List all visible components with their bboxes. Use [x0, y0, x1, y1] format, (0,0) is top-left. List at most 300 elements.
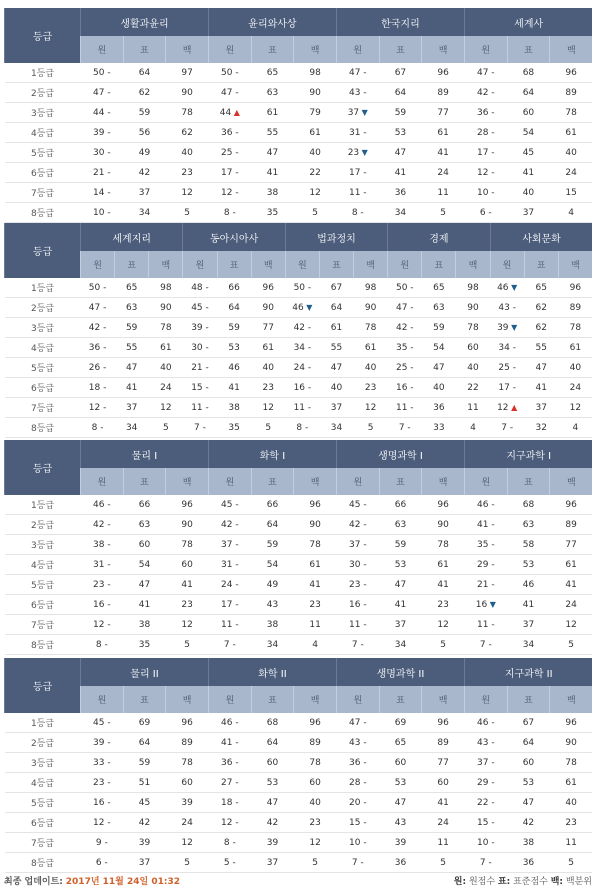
score-value: 5	[367, 422, 374, 433]
score-value: 7 -	[223, 639, 236, 650]
score-cell	[251, 278, 285, 298]
score-value: 47 -	[93, 87, 111, 98]
score-value: 50 -	[395, 282, 414, 293]
score-value: 37	[330, 402, 343, 413]
score-cell	[336, 515, 379, 535]
score-cell	[456, 358, 490, 378]
score-cell	[285, 318, 319, 338]
score-cell	[166, 555, 209, 575]
score-value: 7 -	[351, 857, 364, 868]
score-cell	[208, 103, 251, 123]
score-value: 61	[309, 559, 321, 570]
score-cell	[422, 318, 456, 338]
score-value: 47	[535, 362, 547, 373]
score-value: 78	[309, 539, 321, 550]
score-cell	[166, 853, 209, 873]
score-value: 55	[266, 127, 279, 138]
score-value: 96	[309, 717, 321, 728]
score-cell	[208, 515, 251, 535]
score-cell	[294, 143, 337, 163]
score-cell	[379, 615, 422, 635]
score-cell	[354, 278, 388, 298]
score-value: 12	[160, 402, 172, 413]
score-value: 15 -	[349, 817, 367, 828]
score-cell	[379, 595, 422, 615]
score-cell	[81, 753, 124, 773]
score-cell	[550, 793, 593, 813]
score-cell	[123, 183, 166, 203]
score-value: 65	[125, 282, 138, 293]
score-cell	[208, 615, 251, 635]
score-value: 67	[330, 282, 343, 293]
score-value: 34	[330, 422, 343, 433]
score-value: 23	[437, 599, 449, 610]
score-value: 12 -	[88, 402, 107, 413]
subject-header: 생명과학 I	[336, 440, 464, 468]
score-value: 49	[138, 147, 151, 158]
score-cell	[550, 853, 593, 873]
score-cell	[464, 103, 507, 123]
score-type-header: 백	[166, 36, 209, 63]
score-cell	[354, 358, 388, 378]
score-value: 41	[138, 599, 151, 610]
table-row	[5, 203, 593, 223]
score-cell	[115, 318, 149, 338]
score-cell	[251, 63, 294, 83]
score-value: 64	[138, 67, 151, 78]
score-cell	[379, 575, 422, 595]
score-value: 23	[181, 167, 193, 178]
score-cell	[81, 278, 115, 298]
score-value: 78	[569, 322, 582, 333]
score-cell	[379, 103, 422, 123]
score-value: 24	[437, 817, 449, 828]
score-cell	[336, 535, 379, 555]
score-cell	[550, 595, 593, 615]
score-value: 77	[565, 539, 577, 550]
score-cell	[166, 813, 209, 833]
grade-label: 2등급	[5, 298, 81, 318]
score-value: 11	[309, 619, 321, 630]
score-type-header: 백	[149, 251, 183, 278]
score-value: 34	[266, 639, 279, 650]
score-cell	[464, 615, 507, 635]
score-cell	[379, 495, 422, 515]
score-value: 56	[138, 127, 151, 138]
score-value: 64	[138, 737, 151, 748]
score-cell	[294, 183, 337, 203]
score-cell	[81, 83, 124, 103]
score-value: 66	[138, 499, 151, 510]
score-type-header: 백	[550, 686, 593, 713]
score-value: 96	[437, 499, 449, 510]
score-cell	[422, 163, 465, 183]
score-cell	[81, 163, 124, 183]
score-cell	[294, 203, 337, 223]
score-value: 37	[394, 619, 407, 630]
score-value: 16	[475, 599, 488, 610]
score-cell	[379, 143, 422, 163]
score-cell	[81, 773, 124, 793]
score-value: 90	[309, 519, 321, 530]
score-value: 46	[522, 579, 535, 590]
score-value: 36 -	[221, 757, 239, 768]
score-cell	[217, 378, 251, 398]
score-value: 61	[565, 127, 577, 138]
score-cell	[294, 615, 337, 635]
score-value: 15 -	[191, 382, 209, 393]
score-cell	[388, 398, 422, 418]
score-cell	[294, 575, 337, 595]
score-cell	[251, 555, 294, 575]
score-value: 12	[262, 402, 274, 413]
score-value: 55	[125, 342, 138, 353]
score-cell	[456, 378, 490, 398]
score-cell	[507, 163, 550, 183]
grade-label: 1등급	[5, 713, 81, 733]
score-value: 96	[569, 282, 582, 293]
score-cell	[550, 555, 593, 575]
score-value: 45 -	[221, 499, 239, 510]
score-value: 11 -	[348, 187, 367, 198]
score-value: 47	[125, 362, 138, 373]
score-cell	[251, 635, 294, 655]
score-value: 90	[467, 302, 479, 313]
score-cell	[123, 143, 166, 163]
score-value: 40	[160, 362, 172, 373]
triangle-down-icon: ▼	[303, 302, 313, 312]
score-cell	[123, 615, 166, 635]
score-cell	[558, 338, 592, 358]
score-value: 46	[497, 282, 509, 293]
score-cell	[81, 793, 124, 813]
score-cell	[319, 318, 353, 338]
grade-label: 2등급	[5, 733, 81, 753]
score-cell	[464, 773, 507, 793]
score-cell	[81, 63, 124, 83]
grade-column-header: 등급	[5, 440, 81, 495]
score-cell	[115, 398, 149, 418]
grade-table-social-1	[4, 8, 592, 223]
score-cell	[507, 183, 550, 203]
score-value: 41	[125, 382, 138, 393]
score-cell	[422, 123, 465, 143]
score-value: 37 -	[477, 757, 495, 768]
score-type-header-row	[5, 251, 593, 278]
score-value: 47	[433, 362, 445, 373]
score-cell	[115, 378, 149, 398]
score-value: 96	[437, 67, 449, 78]
score-cell	[507, 495, 550, 515]
score-value: 42 -	[476, 87, 495, 98]
table-row	[5, 63, 593, 83]
score-value: 34 -	[498, 342, 516, 353]
score-value: 60	[181, 559, 193, 570]
score-value: 41	[394, 167, 407, 178]
score-cell	[208, 555, 251, 575]
score-value: 78	[565, 107, 577, 118]
score-type-header: 표	[524, 251, 558, 278]
score-value: 26 -	[88, 362, 107, 373]
table-row	[5, 733, 593, 753]
score-value: 36 -	[476, 107, 495, 118]
score-cell	[81, 103, 124, 123]
score-value: 78	[565, 757, 577, 768]
score-cell	[208, 63, 251, 83]
score-value: 44 -	[93, 107, 111, 118]
score-cell	[294, 163, 337, 183]
grade-label: 3등급	[5, 753, 81, 773]
score-value: 40	[262, 362, 274, 373]
score-value: 65	[266, 67, 279, 78]
score-value: 96	[565, 67, 577, 78]
grade-label: 4등급	[5, 123, 81, 143]
score-cell	[123, 853, 166, 873]
score-cell	[251, 183, 294, 203]
score-cell	[336, 733, 379, 753]
score-cell	[217, 358, 251, 378]
score-value: 5	[184, 639, 191, 650]
score-cell	[336, 853, 379, 873]
score-value: 7 -	[194, 422, 206, 433]
score-cell	[123, 103, 166, 123]
score-value: 62	[181, 127, 193, 138]
score-value: 46	[292, 302, 304, 313]
score-value: 34	[394, 639, 407, 650]
score-value: 64	[394, 87, 407, 98]
score-cell	[336, 635, 379, 655]
score-value: 47	[394, 147, 407, 158]
score-cell	[422, 515, 465, 535]
score-cell	[294, 495, 337, 515]
score-cell	[336, 575, 379, 595]
score-value: 46 -	[93, 499, 111, 510]
score-value: 25 -	[498, 362, 516, 373]
score-type-header: 표	[379, 36, 422, 63]
score-value: 16 -	[395, 382, 414, 393]
score-value: 45 -	[191, 302, 209, 313]
score-cell	[294, 833, 337, 853]
score-value: 89	[569, 302, 582, 313]
score-value: 69	[394, 717, 407, 728]
score-value: 61	[262, 342, 274, 353]
subject-header: 지구과학 I	[464, 440, 592, 468]
score-value: 61	[364, 342, 377, 353]
grade-column-header: 등급	[5, 223, 81, 278]
score-value: 50 -	[88, 282, 107, 293]
score-value: 11	[437, 187, 449, 198]
score-value: 96	[565, 499, 577, 510]
score-value: 61	[569, 342, 582, 353]
score-cell	[251, 163, 294, 183]
score-cell	[464, 575, 507, 595]
grade-label: 4등급	[5, 773, 81, 793]
score-value: 90	[309, 87, 321, 98]
score-cell	[379, 773, 422, 793]
score-value: 47 -	[88, 302, 107, 313]
score-cell	[550, 615, 593, 635]
score-value: 11	[467, 402, 479, 413]
score-value: 50 -	[221, 67, 239, 78]
triangle-down-icon: ▼	[359, 107, 368, 117]
score-cell	[183, 378, 217, 398]
score-cell	[550, 163, 593, 183]
score-value: 59	[228, 322, 240, 333]
score-cell	[490, 278, 524, 298]
score-cell	[507, 635, 550, 655]
score-cell	[550, 495, 593, 515]
score-cell	[123, 635, 166, 655]
score-cell	[208, 163, 251, 183]
score-cell	[464, 595, 507, 615]
score-cell	[149, 338, 183, 358]
score-value: 17 -	[476, 147, 495, 158]
grade-label: 7등급	[5, 833, 81, 853]
score-cell	[464, 183, 507, 203]
score-cell	[294, 753, 337, 773]
score-cell	[319, 358, 353, 378]
grade-label: 5등급	[5, 793, 81, 813]
score-cell	[490, 358, 524, 378]
score-cell	[354, 398, 388, 418]
legend-desc-raw: 원점수	[468, 877, 496, 887]
score-type-header: 표	[507, 36, 550, 63]
score-cell	[456, 398, 490, 418]
score-cell	[507, 203, 550, 223]
score-value: 4	[312, 639, 318, 650]
score-cell	[166, 635, 209, 655]
score-cell	[208, 853, 251, 873]
score-cell	[115, 358, 149, 378]
score-value: 98	[160, 282, 172, 293]
score-value: 33 -	[93, 757, 111, 768]
score-value: 98	[364, 282, 377, 293]
score-value: 61	[565, 777, 577, 788]
score-value: 4	[470, 422, 476, 433]
score-value: 64	[522, 737, 535, 748]
score-cell	[319, 418, 353, 438]
score-value: 12 -	[221, 817, 239, 828]
score-cell	[183, 318, 217, 338]
score-value: 42	[266, 817, 279, 828]
score-cell	[294, 515, 337, 535]
score-value: 11	[437, 837, 449, 848]
score-cell	[149, 298, 183, 318]
score-value: 35	[266, 207, 279, 218]
score-cell	[422, 298, 456, 318]
score-cell	[294, 813, 337, 833]
score-value: 46 -	[477, 499, 495, 510]
score-value: 24	[565, 167, 577, 178]
score-cell	[456, 318, 490, 338]
score-value: 46	[228, 362, 240, 373]
score-cell	[422, 595, 465, 615]
score-value: 7 -	[351, 639, 364, 650]
score-cell	[285, 378, 319, 398]
score-value: 59	[266, 539, 279, 550]
score-value: 98	[309, 67, 321, 78]
score-cell	[550, 143, 593, 163]
score-cell	[379, 183, 422, 203]
score-value: 47	[266, 797, 279, 808]
score-cell	[550, 635, 593, 655]
grade-label: 1등급	[5, 63, 81, 83]
score-cell	[149, 278, 183, 298]
score-cell	[149, 318, 183, 338]
score-value: 43	[394, 817, 407, 828]
score-cell	[319, 278, 353, 298]
score-value: 15	[565, 187, 577, 198]
score-value: 24	[181, 817, 193, 828]
table-row	[5, 103, 593, 123]
score-value: 24 -	[221, 579, 239, 590]
score-value: 25 -	[395, 362, 414, 373]
score-value: 51	[138, 777, 151, 788]
score-value: 68	[266, 717, 279, 728]
subject-header: 지구과학 II	[464, 658, 592, 686]
grade-label: 8등급	[5, 418, 81, 438]
score-value: 41	[181, 579, 193, 590]
score-cell	[251, 535, 294, 555]
score-value: 96	[437, 717, 449, 728]
score-value: 90	[364, 302, 377, 313]
score-value: 53	[522, 559, 535, 570]
score-value: 35	[138, 639, 151, 650]
score-cell	[166, 63, 209, 83]
table-row	[5, 713, 593, 733]
score-cell	[166, 833, 209, 853]
score-cell	[464, 713, 507, 733]
score-value: 64	[266, 519, 279, 530]
score-cell	[558, 378, 592, 398]
score-cell	[336, 203, 379, 223]
score-value: 34	[394, 207, 407, 218]
score-cell	[354, 378, 388, 398]
score-value: 60	[181, 777, 193, 788]
score-cell	[507, 595, 550, 615]
score-value: 5	[184, 857, 191, 868]
score-value: 10 -	[476, 187, 495, 198]
score-value: 90	[181, 87, 193, 98]
score-value: 37	[138, 187, 151, 198]
score-value: 36 -	[88, 342, 107, 353]
score-cell	[81, 555, 124, 575]
score-value: 42 -	[349, 519, 367, 530]
subject-header: 물리 II	[81, 658, 209, 686]
score-type-header: 백	[422, 686, 465, 713]
score-value: 35 -	[395, 342, 414, 353]
score-cell	[422, 535, 465, 555]
score-cell	[166, 83, 209, 103]
score-cell	[464, 853, 507, 873]
score-value: 11	[565, 837, 577, 848]
score-value: 23	[262, 382, 274, 393]
score-cell	[166, 103, 209, 123]
triangle-down-icon: ▼	[508, 282, 518, 292]
score-value: 46 -	[477, 717, 495, 728]
score-cell	[208, 83, 251, 103]
score-value: 36 -	[221, 127, 239, 138]
score-cell	[251, 338, 285, 358]
score-type-header: 표	[379, 686, 422, 713]
score-cell	[507, 833, 550, 853]
score-cell	[166, 495, 209, 515]
score-type-header: 원	[336, 686, 379, 713]
subject-header: 세계사	[464, 8, 592, 36]
score-cell	[379, 793, 422, 813]
score-cell	[550, 63, 593, 83]
score-value: 37	[347, 107, 360, 118]
